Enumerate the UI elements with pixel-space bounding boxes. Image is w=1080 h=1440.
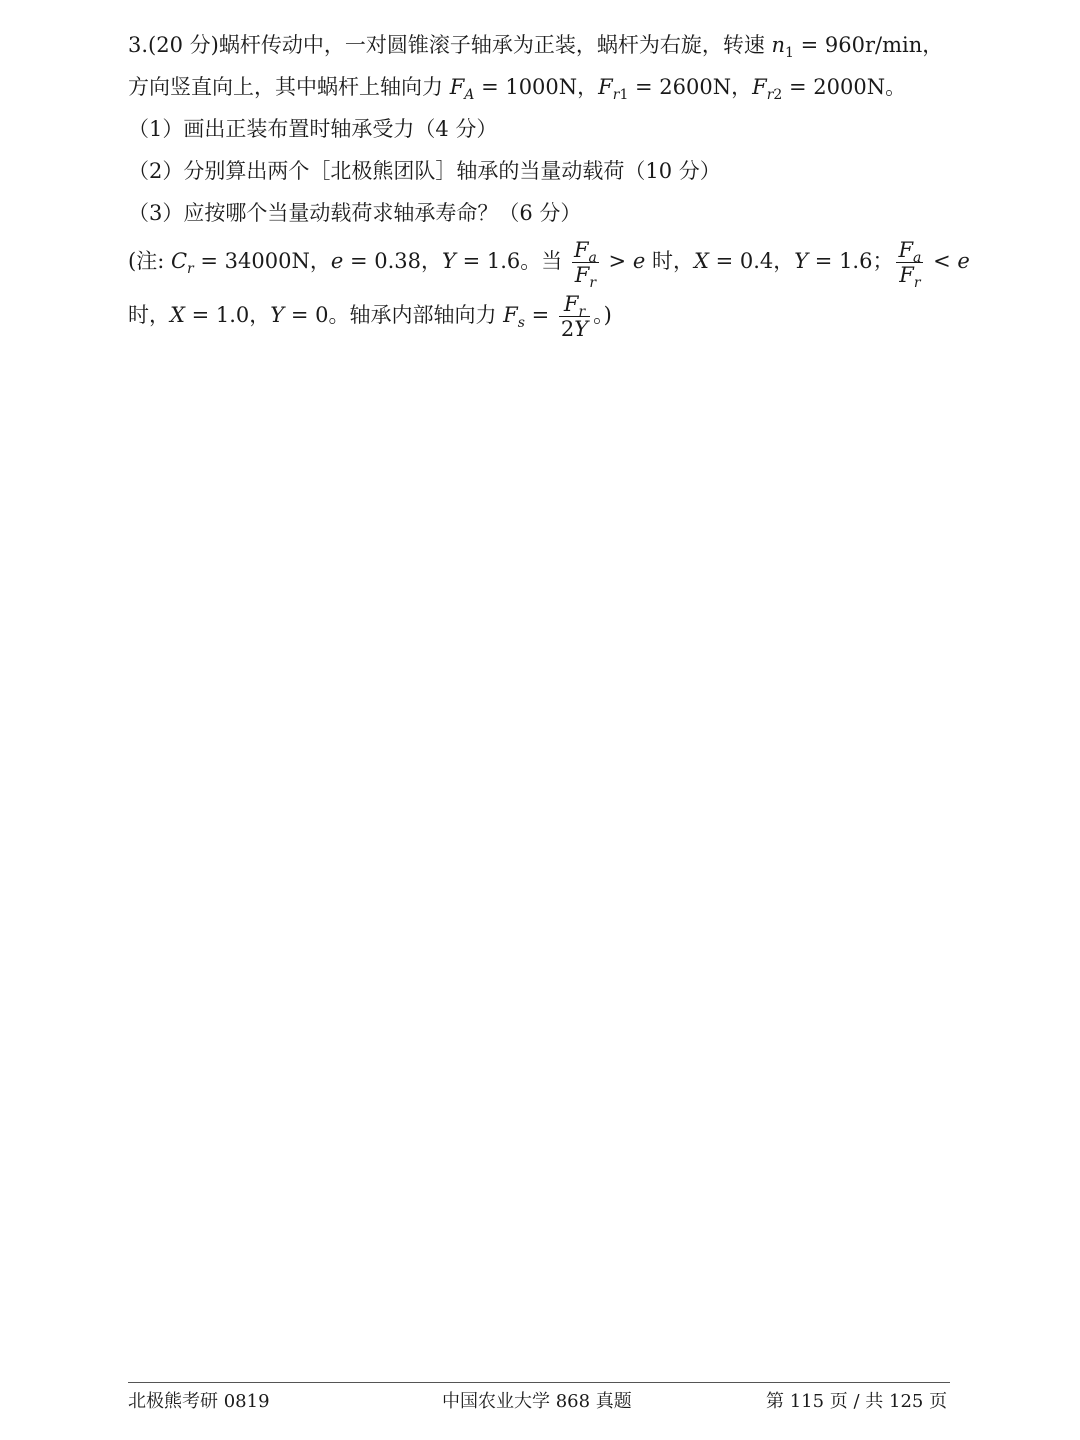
- problem-line-2: 方向竖直向上，其中蜗杆上轴向力 $F_A = 1000N$，$F_{r1} = 2600N$，$F_{r2} = 2000N$。: [128, 75, 907, 103]
- footer-rule: [128, 1382, 950, 1383]
- problem-line-1: 3.(20 分)蜗杆传动中，一对圆锥滚子轴承为正装，蜗杆为右旋，转速 $n_1 = 960r/\min$，: [128, 33, 944, 61]
- footer-page-number: 第 115 页 / 共 125 页: [766, 1391, 948, 1412]
- question-1: （1）画出正装布置时轴承受力（4 分）: [128, 117, 498, 141]
- fraction-fr-2y: $\frac{F_r}{2Y}$: [560, 292, 589, 341]
- fraction-fa-fr-2: $\frac{F_a}{F_r}$: [898, 238, 922, 291]
- fraction-fa-fr: $\frac{F_a}{F_r}$: [573, 238, 597, 291]
- note-line-1: (注: $C_r = 34000N$，e = 0.38，Y = 1.6。当 $\frac{F_a}{F_r}$ > e 时，X = 0.4，Y = 1.6； $\frac{F_a}{F_r}$ < e: [128, 238, 970, 291]
- footer-center: 中国农业大学 868 真题: [442, 1391, 632, 1412]
- footer-left: 北极熊考研 0819: [128, 1391, 270, 1412]
- question-3: （3）应按哪个当量动载荷求轴承寿命？（6 分）: [128, 201, 582, 225]
- question-2: （2）分别算出两个［北极熊团队］轴承的当量动载荷（10 分）: [128, 159, 721, 183]
- note-line-2: 时，X = 1.0，Y = 0。轴承内部轴向力 $F_s$ = $\frac{F_r}{2Y}$ 。): [128, 292, 612, 341]
- problem-block: [128, 24, 970, 342]
